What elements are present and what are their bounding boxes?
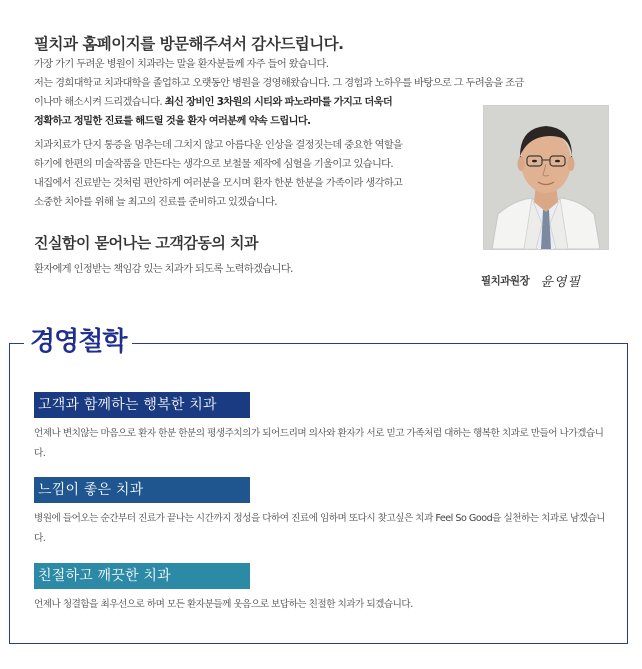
intro-line: 하기에 한편의 미술작품을 만든다는 생각으로 보철물 제작에 심혈을 기울이고 있습니다. bbox=[34, 159, 394, 170]
intro-paragraph-1 bbox=[34, 55, 524, 131]
intro-line: 소중한 치아를 위해 늘 최고의 진료를 준비하고 있겠습니다. bbox=[34, 197, 277, 208]
intro-line: 내집에서 진료받는 것처럼 편안하게 여러분을 모시며 환자 한분 한분을 가족이라 생각하고 bbox=[34, 178, 403, 189]
philosophy-title-wrap bbox=[24, 322, 132, 362]
philosophy-desc-happy: 언제나 변치않는 마음으로 환자 한분 한분의 평생주치의가 되어드리며 의사와 환자가 서로 믿고 가족처럼 대하는 행복한 치과로 만들어 나가겠습니다. bbox=[34, 428, 604, 459]
intro-line-bold: 정확하고 정밀한 진료를 해드릴 것을 환자 여러분께 약속 드립니다. bbox=[34, 116, 311, 127]
director-signature: 윤영필 bbox=[540, 275, 581, 290]
intro-line bbox=[34, 93, 524, 112]
intro-line: 저는 경희대학교 치과대학을 졸업하고 오랫동안 병원을 경영해왔습니다. 그 경험과 노하우를 바탕으로 그 두려움을 조금 bbox=[34, 78, 524, 89]
intro-paragraph-2 bbox=[34, 136, 402, 212]
motto-text: 환자에게 인정받는 책임감 있는 치과가 되도록 노력하겠습니다. bbox=[34, 264, 293, 275]
intro-line-plain: 이나마 해소시켜 드리겠습니다. bbox=[34, 97, 165, 108]
director-label: 필치과원장 bbox=[481, 275, 530, 287]
philosophy-title: 경영철학 bbox=[30, 327, 127, 357]
intro-line: 치과치료가 단지 통증을 멈추는데 그치지 않고 아름다운 인상을 결정짓는데 중요한 역할을 bbox=[34, 140, 403, 151]
director-caption bbox=[481, 270, 581, 290]
director-photo bbox=[483, 105, 609, 250]
motto-title: 진실함이 묻어나는 고객감동의 치과 bbox=[34, 234, 259, 252]
philosophy-heading-happy: 고객과 함께하는 행복한 치과 bbox=[34, 392, 250, 418]
philosophy-heading-kind-clean: 친절하고 깨끗한 치과 bbox=[34, 563, 250, 589]
philosophy-heading-good-feeling: 느낌이 좋은 치과 bbox=[34, 477, 250, 503]
welcome-title: 필치과 홈페이지를 방문해주셔서 감사드립니다. bbox=[34, 35, 344, 53]
director-portrait-image bbox=[484, 106, 608, 249]
philosophy-box bbox=[9, 327, 628, 644]
intro-line-bold: 최신 장비인 3차원의 시티와 파노라마를 가지고 더욱더 bbox=[164, 97, 393, 108]
philosophy-desc-kind-clean: 언제나 청결함을 최우선으로 하며 모든 환자분들께 웃음으로 보답하는 친절한 치과가 되겠습니다. bbox=[34, 599, 413, 610]
philosophy-desc-good-feeling: 병원에 들어오는 순간부터 진료가 끝나는 시간까지 정성을 다하여 진료에 임하며 또다시 찾고싶은 치과 Feel So Good을 실천하는 치과로 남겠습니다. bbox=[34, 513, 606, 544]
intro-line: 가장 가기 두려운 병원이 치과라는 말을 환자분들께 자주 들어 왔습니다. bbox=[34, 59, 329, 70]
